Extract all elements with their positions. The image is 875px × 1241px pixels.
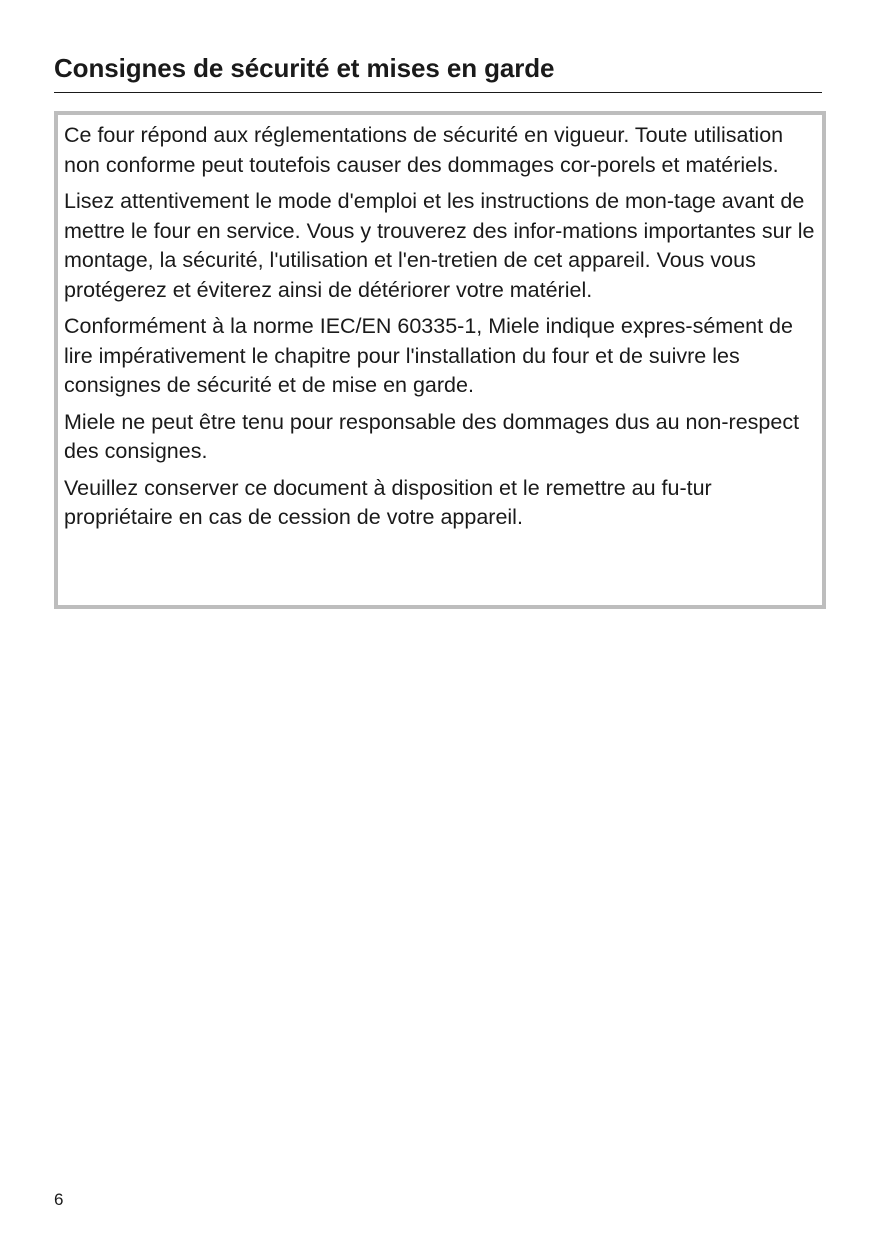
notice-paragraph-norm: Conformément à la norme IEC/EN 60335-1, Miele indique expres-sément de lire impérativement le chapitre pour l'installation du four et de suivre les consignes de sécurité et de mise en garde. — [64, 314, 793, 397]
notice-paragraph-liability: Miele ne peut être tenu pour responsable des dommages dus au non-respect des consignes. — [64, 409, 800, 463]
safety-notice-box — [54, 111, 826, 609]
title-divider — [54, 92, 822, 93]
page-title: Consignes de sécurité et mises en garde — [54, 53, 555, 83]
notice-paragraph-keep-document: Veuillez conserver ce document à disposition et le remettre au fu-tur propriétaire en cas de cession de votre appareil. — [64, 475, 712, 529]
page-number: 6 — [54, 1190, 64, 1209]
notice-paragraph-read-manual: Lisez attentivement le mode d'emploi et les instructions de mon-tage avant de mettre le four en service. Vous y trouverez des infor-mations importantes sur le montage, la sécurité, l'utilisation et l'en-tretien de cet appareil. Vous vous protégerez et éviterez ainsi de détériorer votre matériel. — [64, 189, 815, 302]
notice-paragraph-intro: Ce four répond aux réglementations de sécurité en vigueur. Toute utilisation non conforme peut toutefois causer des dommages cor-porels et matériels. — [64, 123, 784, 177]
